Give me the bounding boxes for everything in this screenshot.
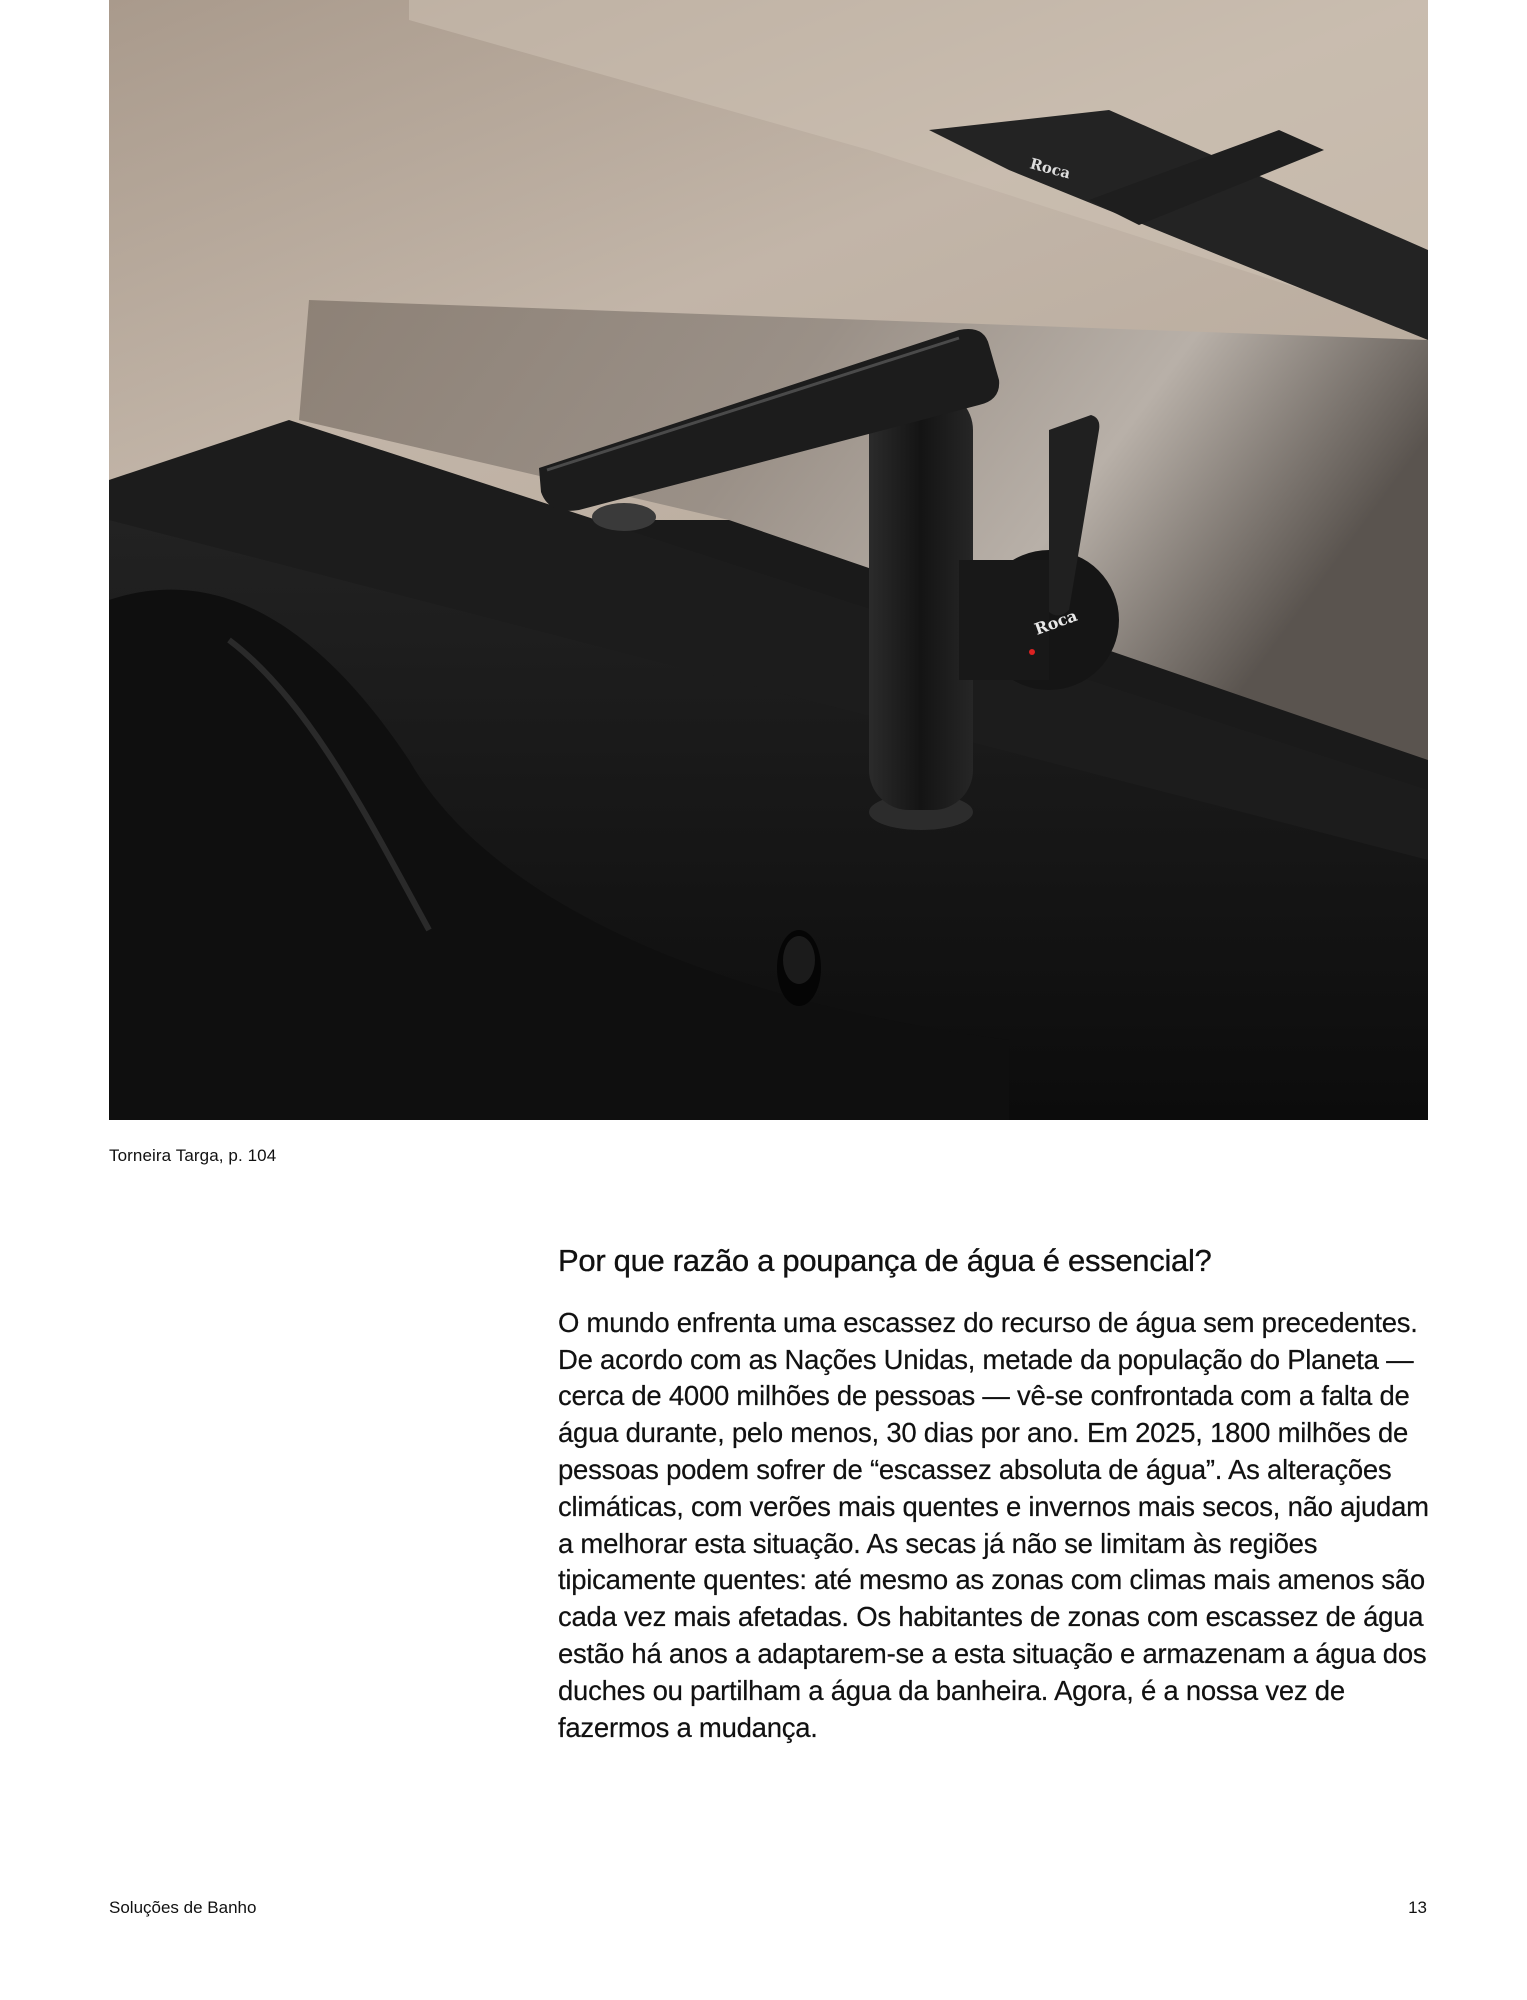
article-heading: Por que razão a poupança de água é essencial? xyxy=(558,1243,1212,1278)
article-body: O mundo enfrenta uma escassez do recurso de água sem precedentes. De acordo com as Nações Unidas, metade da população do Planeta — cerca de 4000 milhões de pessoas — vê-se confrontada com a falta de água durante, pelo menos, 30 dias por ano. Em 2025, 1800 milhões de pessoas podem sofrer de “escassez absoluta de água”. As alterações climáticas, com verões mais quentes e invernos mais secos, não ajudam a melhorar esta situação. As secas já não se limitam às regiões tipicamente quentes: até mesmo as zonas com climas mais amenos são cada vez mais afetadas. Os habitantes de zonas com escassez de água estão há anos a adaptarem-se a esta situação e armazenam a água dos duches ou partilham a água da banheira. Agora, é a nossa vez de fazermos a mudança. xyxy=(558,1306,1429,1743)
article xyxy=(558,1242,1438,1746)
photo-caption: Torneira Targa, p. 104 xyxy=(109,1146,277,1165)
page-number: 13 xyxy=(1408,1898,1427,1917)
brand-logo-reflection: Roca xyxy=(1027,154,1073,183)
faucet-photo-illustration xyxy=(109,0,1428,1120)
brand-logo: Roca xyxy=(1031,605,1080,639)
footer-section-title: Soluções de Banho xyxy=(109,1898,257,1917)
product-photo xyxy=(109,0,1428,1120)
